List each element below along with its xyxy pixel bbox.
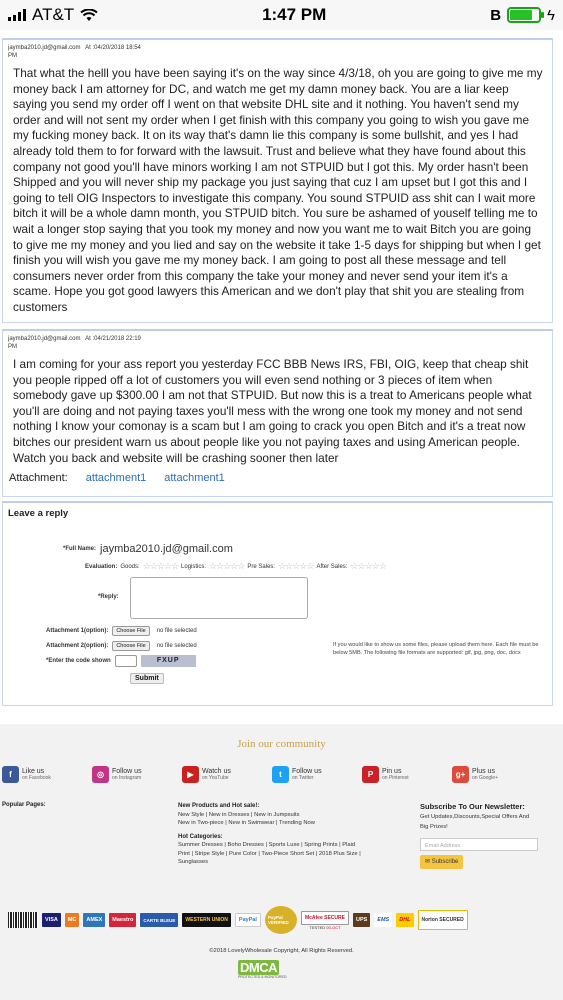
comment-email: jaymba2010.jd@gmail.com bbox=[8, 45, 81, 51]
subscribe-label: Subscribe bbox=[431, 859, 459, 865]
choose-file-button[interactable]: Choose File bbox=[112, 641, 149, 651]
community-title: Join our community bbox=[237, 738, 326, 750]
new-products-links[interactable]: New in Two-piece | New in Swimwear | Trending Now bbox=[178, 820, 315, 826]
pre-sales-rating-stars[interactable]: ☆☆☆☆☆ bbox=[278, 561, 314, 571]
social-links bbox=[0, 766, 563, 790]
comment-date: 04/21/2018 22:19 bbox=[94, 336, 141, 342]
maestro-badge: Maestro bbox=[109, 913, 136, 927]
logistics-rating-stars[interactable]: ☆☆☆☆☆ bbox=[209, 561, 245, 571]
footer-links-column bbox=[178, 802, 408, 867]
hot-categories-links[interactable]: Summer Dresses | Boho Dresses | Sports Luxe | Spring Prints | Plaid bbox=[178, 842, 356, 848]
comment-at-label: At : bbox=[85, 45, 95, 51]
mcafee-badge: McAfee SECURE bbox=[301, 911, 349, 925]
mcafee-badge-group bbox=[301, 911, 349, 930]
full-name-row bbox=[63, 543, 233, 555]
comment-meta bbox=[3, 331, 178, 353]
reply-title: Leave a reply bbox=[8, 508, 69, 519]
western-union-badge: WESTERN UNION bbox=[182, 913, 231, 927]
social-sub: on YouTube bbox=[202, 774, 229, 781]
copyright-text: ©2018 LovelyWholesale Copyright, All Rights Reserved. bbox=[209, 948, 354, 954]
social-sub: on Google+ bbox=[472, 774, 498, 781]
attachment1-row bbox=[46, 626, 197, 636]
social-link-facebook[interactable] bbox=[2, 766, 51, 783]
social-sub: on Pinterest bbox=[382, 774, 409, 781]
social-name: Plus us bbox=[472, 767, 495, 775]
newsletter-column bbox=[420, 802, 555, 869]
instagram-icon: ◎ bbox=[92, 766, 109, 783]
hot-categories-links[interactable]: Sunglasses bbox=[178, 859, 208, 865]
dmca-logo-text: DMCA bbox=[240, 960, 277, 975]
social-name: Follow us bbox=[112, 767, 142, 775]
pinterest-icon: P bbox=[362, 766, 379, 783]
newsletter-text: Big Prizes! bbox=[420, 824, 448, 830]
battery-icon bbox=[507, 7, 541, 23]
social-link-instagram[interactable] bbox=[92, 766, 142, 783]
carrier-group bbox=[8, 5, 98, 25]
comment-body: That what the helll you have been saying it's on the way since 4/3/18, oh you are going to give me my money back I am attorney for DC, and watch me get my damn money back. You are a liar keep saying you send my order off I went on that website DHL site and it nothing. You haven't send my order and will not sent my order when I get finish with this company you going to wish you gave me my fucking money back. It on its way that's damn lie this company is some bullshit, and yes I had already told them to for forward with the lawsuit. Trust and believe what they have found about this company not good you'll have minors working I am not STPUID but I got this. My order hasn't been Shipped and you will never ship my package you just saying that cuz I am upset but I got this and I going to tell OIG Inspectors to investigate this company. You sound STPUID ass shit can I wait more bitch it will be a whole damn month, you STPUID bitch. You sure be ashamed of youself telling me to wait a longer stop saying that you took my money and now you want me to wait Bitch you are going to give me my money and you lied and say on the website it take 1-5 days for shipping but when I get finish you will wish you gave me my money back. I am going to post all these message and tell consumers never order from this company the take your money and never send your item it's a scame. Hope you got good lawyers this American and we don't play that shit you are stealing from customers bbox=[13, 66, 543, 314]
social-link-pinterest[interactable] bbox=[362, 766, 409, 783]
goods-label: Goods: bbox=[120, 563, 140, 570]
attachment2-row bbox=[46, 641, 197, 651]
captcha-input[interactable] bbox=[115, 655, 137, 667]
file-upload-note: If you would like to show us some files, please upload them here. Each file must be below 5MB. The following file formats are supported: gif, jpg, png, doc, docx bbox=[333, 642, 539, 656]
norton-badge: Norton SECURED bbox=[418, 910, 468, 930]
dmca-badge[interactable] bbox=[238, 960, 306, 984]
attachment1-label: Attachment 1(option): bbox=[46, 628, 109, 634]
after-sales-label: After Sales: bbox=[316, 563, 348, 570]
paypal-verified-badge: PayPal VERIFIED bbox=[265, 906, 297, 934]
attachment-label: Attachment: bbox=[9, 472, 68, 485]
newsletter-email-input[interactable]: Email Address bbox=[420, 838, 538, 851]
youtube-icon: ▶ bbox=[182, 766, 199, 783]
twitter-icon: t bbox=[272, 766, 289, 783]
ups-badge: UPS bbox=[353, 913, 370, 927]
social-text bbox=[382, 768, 409, 782]
goods-rating-stars[interactable]: ☆☆☆☆☆ bbox=[142, 561, 179, 571]
social-text bbox=[112, 768, 142, 782]
attachment-link[interactable]: attachment1 bbox=[85, 472, 147, 485]
captcha-image: FXUP bbox=[141, 655, 196, 667]
social-sub: on Twitter bbox=[292, 774, 314, 781]
evaluation-label: Evaluation: bbox=[85, 563, 118, 570]
social-text bbox=[202, 768, 231, 782]
wifi-icon bbox=[80, 9, 98, 22]
reply-label: *Reply: bbox=[98, 594, 119, 600]
facebook-icon: f bbox=[2, 766, 19, 783]
comment-email: jaymba2010.jd@gmail.com bbox=[8, 336, 81, 342]
visa-badge: VISA bbox=[42, 913, 61, 927]
amex-badge: AMEX bbox=[83, 913, 105, 927]
social-text bbox=[22, 768, 51, 782]
new-products-links[interactable]: New Style | New in Dresses | New in Jumpsuits bbox=[178, 811, 300, 818]
captcha-label: *Enter the code shown bbox=[46, 658, 111, 664]
newsletter-title: Subscribe To Our Newsletter: bbox=[420, 802, 525, 811]
bluetooth-icon: B bbox=[490, 6, 502, 24]
newsletter-text: Get Updates,Discounts,Special Offers And bbox=[420, 814, 530, 820]
logistics-label: Logistics: bbox=[181, 563, 207, 570]
dmca-sub: PROTECTED & MONITORED bbox=[238, 975, 287, 979]
review-comment bbox=[2, 329, 553, 497]
hot-categories-title: Hot Categories: bbox=[178, 833, 223, 840]
attachment-link[interactable]: attachment1 bbox=[164, 472, 225, 485]
clock: 1:47 PM bbox=[262, 5, 327, 24]
social-sub: on Facebook bbox=[22, 774, 51, 781]
submit-button[interactable]: Submit bbox=[130, 673, 164, 684]
mcafee-tested bbox=[309, 925, 340, 930]
reply-textarea[interactable] bbox=[130, 577, 308, 619]
new-products-title: New Products and Hot sale!: bbox=[178, 803, 260, 809]
popular-pages-title: Popular Pages: bbox=[2, 802, 46, 808]
review-comment bbox=[2, 38, 553, 323]
social-name: Watch us bbox=[202, 767, 231, 775]
comment-meridiem: PM bbox=[8, 344, 17, 350]
attachment2-label: Attachment 2(option): bbox=[46, 643, 109, 649]
signal-icon bbox=[8, 9, 26, 21]
full-name-value[interactable]: jaymba2010.jd@gmail.com bbox=[100, 543, 233, 555]
mcafee-date: 05-OCT bbox=[326, 924, 341, 930]
subscribe-button[interactable]: ✉ Subscribe bbox=[420, 855, 463, 869]
dmca-logo bbox=[238, 960, 306, 975]
social-name: Pin us bbox=[382, 767, 402, 775]
googleplus-icon: g+ bbox=[452, 766, 469, 783]
barcode-icon bbox=[8, 912, 38, 928]
status-right bbox=[490, 7, 555, 24]
status-bar bbox=[0, 0, 563, 30]
payment-badges bbox=[8, 902, 558, 938]
pre-sales-label: Pre Sales: bbox=[247, 563, 276, 570]
mcafee-tested-label: TESTED bbox=[309, 924, 326, 930]
no-file-text: no file selected bbox=[156, 628, 197, 634]
attachments-row bbox=[3, 466, 552, 484]
paypal-badge: PayPal bbox=[235, 913, 261, 927]
no-file-text: no file selected bbox=[156, 643, 197, 649]
social-name: Like us bbox=[22, 767, 45, 775]
comment-body: I am coming for your ass report you yesterday FCC BBB News IRS, FBI, OIG, keep that cheap shit you people ripped off a lot of customers you will even send nothing or 3 pieces of item when somebody gave up $300.00 I am not that STPUID. But now this is a treat to Americans people what you'll are doing and not paying taxes you'll mess with the wrong one took my money and not send nothing I know your comonay is a scam but I am going to crack you open Bitch and it's a treat now bitches our president warn us about people like you not paying taxes and using American people. Watch you back and website will be crashing sooner then later bbox=[13, 357, 532, 465]
social-link-googleplus[interactable] bbox=[452, 766, 498, 783]
comment-date: 04/20/2018 18:54 bbox=[94, 45, 141, 51]
social-text bbox=[292, 768, 322, 782]
reply-form bbox=[2, 501, 553, 706]
social-text bbox=[472, 768, 498, 782]
dhl-badge: DHL bbox=[396, 913, 413, 927]
captcha-row bbox=[46, 655, 196, 667]
ems-badge: EMS bbox=[374, 913, 392, 927]
site-footer bbox=[0, 724, 563, 1000]
mastercard-badge: MC bbox=[65, 913, 80, 927]
social-sub: on Instagram bbox=[112, 774, 142, 781]
comment-at-label: At : bbox=[85, 336, 95, 342]
full-name-label: *Full Name: bbox=[63, 546, 97, 552]
charging-icon: ϟ bbox=[547, 6, 555, 24]
evaluation-row bbox=[85, 561, 386, 572]
comment-meridiem: PM bbox=[8, 53, 17, 59]
social-name: Follow us bbox=[292, 767, 322, 775]
carte-bleue-badge: CARTE BLEUE bbox=[140, 913, 178, 927]
social-link-twitter[interactable] bbox=[272, 766, 322, 783]
carrier-label: AT&T bbox=[32, 5, 75, 24]
comment-meta bbox=[3, 40, 178, 62]
social-link-youtube[interactable] bbox=[182, 766, 231, 783]
after-sales-rating-stars[interactable]: ☆☆☆☆☆ bbox=[350, 561, 386, 571]
choose-file-button[interactable]: Choose File bbox=[112, 626, 149, 636]
hot-categories-links[interactable]: Print | Stripe Style | Pure Color | Two-Piece Short Set | 2018 Plus Size | bbox=[178, 850, 361, 857]
